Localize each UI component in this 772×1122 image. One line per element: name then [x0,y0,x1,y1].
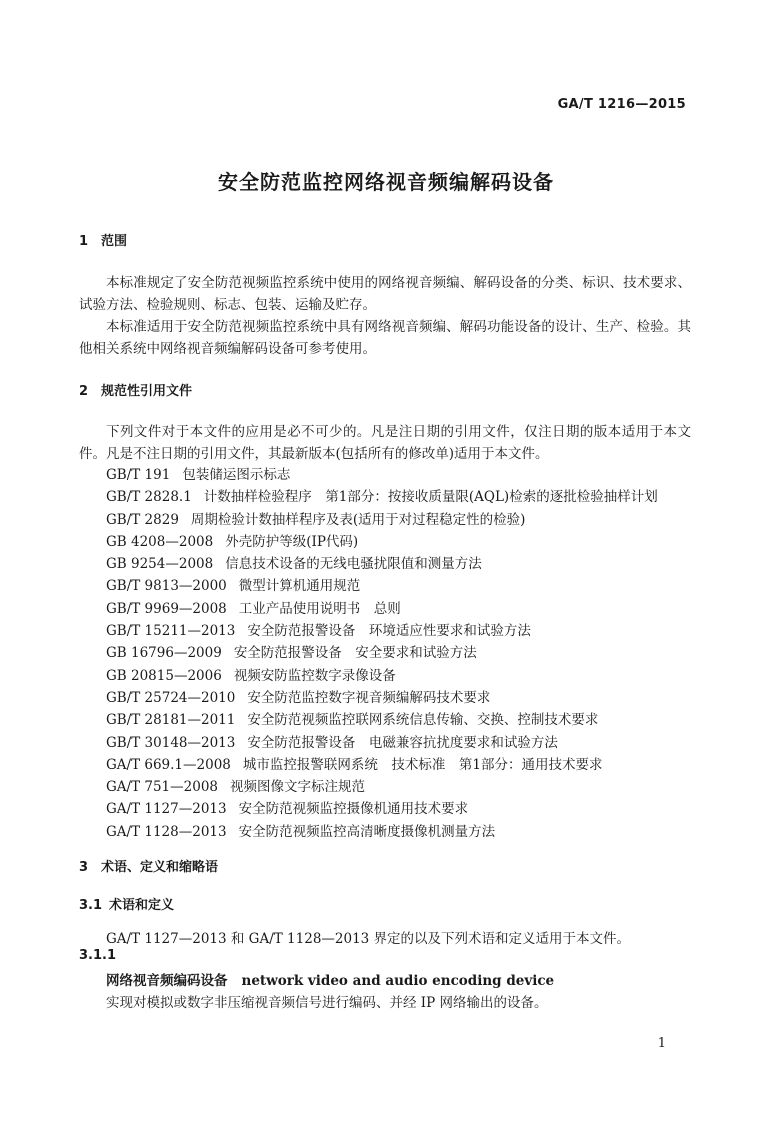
section-1-number: 1 [79,234,89,249]
reference-item [106,821,706,843]
reference-item [106,732,706,754]
reference-title: 安全防范报警设备 电磁兼容抗扰度要求和试验方法 [247,734,558,751]
reference-title: 安全防范视频监控摄像机通用技术要求 [238,801,469,818]
reference-code: GB/T 30148—2013 [106,734,236,751]
reference-code: GA/T 669.1—2008 [106,756,231,773]
section-3-1-number: 3.1 [79,898,103,913]
reference-title: 安全防范视频监控联网系统信息传输、交换、控制技术要求 [247,712,599,729]
section-3-1-heading [79,894,174,913]
reference-title: 微型计算机通用规范 [238,578,361,595]
reference-code: GB 9254—2008 [106,556,214,573]
reference-code: GB/T 25724—2010 [106,689,236,706]
reference-title: 视频图像文字标注规范 [230,779,366,796]
reference-title: 安全防范报警设备 环境适应性要求和试验方法 [247,623,531,640]
section-1-paragraph-2: 本标准适用于安全防范视频监控系统中具有网络视音频编、解码功能设备的设计、生产、检验。其他相关系统中网络视音频编解码设备可参考使用。 [79,319,691,357]
reference-code: GA/T 1128—2013 [106,823,227,840]
section-2-title: 规范性引用文件 [101,384,193,399]
section-3-1-intro: GA/T 1127—2013 和 GA/T 1128—2013 界定的以及下列术语和定义适用于本文件。 [106,931,631,947]
reference-item [106,620,706,642]
section-2-heading [79,380,192,399]
section-2-number: 2 [79,384,89,399]
section-3-number: 3 [79,860,89,875]
reference-code: GB/T 2829 [106,511,179,528]
section-1-title: 范围 [101,234,128,249]
section-1-heading [79,230,127,249]
reference-code: GB/T 9813—2000 [106,578,227,595]
reference-title: 包装储运图示标志 [182,467,291,483]
reference-item [106,754,706,776]
reference-item [106,798,706,820]
reference-item [106,642,706,664]
reference-title: 城市监控报警联网系统 技术标准 第1部分：通用技术要求 [242,756,603,773]
standard-code: GA/T 1216—2015 [557,97,686,112]
reference-code: GB 4208—2008 [106,533,214,550]
section-3-title: 术语、定义和缩略语 [101,860,219,875]
reference-item [106,598,706,620]
reference-item [106,553,706,575]
reference-code: GB/T 28181—2011 [106,712,236,729]
term-english: network video and audio encoding device [241,973,555,989]
term-chinese: 网络视音频编码设备 [106,973,228,989]
reference-title: 工业产品使用说明书 总则 [238,600,401,617]
reference-title: 安全防范视频监控高清晰度摄像机测量方法 [238,823,496,840]
term-entry [106,969,554,989]
reference-list [106,464,706,843]
reference-code: GB/T 15211—2013 [106,623,236,640]
reference-item [106,575,706,597]
reference-title: 周期检验计数抽样程序及表(适用于对过程稳定性的检验) [190,511,526,528]
reference-code: GA/T 1127—2013 [106,801,227,818]
term-definition: 实现对模拟或数字非压缩视音频信号进行编码、并经 IP 网络输出的设备。 [106,995,548,1011]
reference-code: GB/T 2828.1 [106,489,192,506]
document-title: 安全防范监控网络视音频编解码设备 [218,170,554,194]
reference-title: 信息技术设备的无线电骚扰限值和测量方法 [225,556,482,573]
reference-code: GB 20815—2006 [106,667,222,684]
reference-code: GB 16796—2009 [106,645,222,662]
reference-title: 安全防范报警设备 安全要求和试验方法 [233,645,477,662]
section-3-1-title: 术语和定义 [109,898,175,913]
reference-code: GA/T 751—2008 [106,779,219,796]
reference-item [106,665,706,687]
reference-code: GB/T 9969—2008 [106,600,227,617]
reference-item [106,776,706,798]
term-number: 3.1.1 [79,948,117,963]
page-number: 1 [657,1036,666,1051]
reference-item [106,709,706,731]
reference-title: 安全防范监控数字视音频编解码技术要求 [247,689,491,706]
reference-title: 外壳防护等级(IP代码) [225,533,359,550]
reference-item [106,687,706,709]
section-3-heading [79,856,218,875]
reference-code: GB/T 191 [106,467,171,483]
reference-item [106,464,706,486]
reference-item [106,486,706,508]
reference-title: 计数抽样检验程序 第1部分：按接收质量限(AQL)检索的逐批检验抽样计划 [203,489,658,506]
section-1-paragraph-1: 本标准规定了安全防范视频监控系统中使用的网络视音频编、解码设备的分类、标识、技术要求、试验方法、检验规则、标志、包装、运输及贮存。 [79,275,691,313]
reference-item [106,509,706,531]
reference-title: 视频安防监控数字录像设备 [233,667,396,684]
section-2-intro: 下列文件对于本文件的应用是必不可少的。凡是注日期的引用文件，仅注日期的版本适用于本文件。凡是不注日期的引用文件，其最新版本(包括所有的修改单)适用于本文件。 [79,424,691,462]
reference-item [106,531,706,553]
